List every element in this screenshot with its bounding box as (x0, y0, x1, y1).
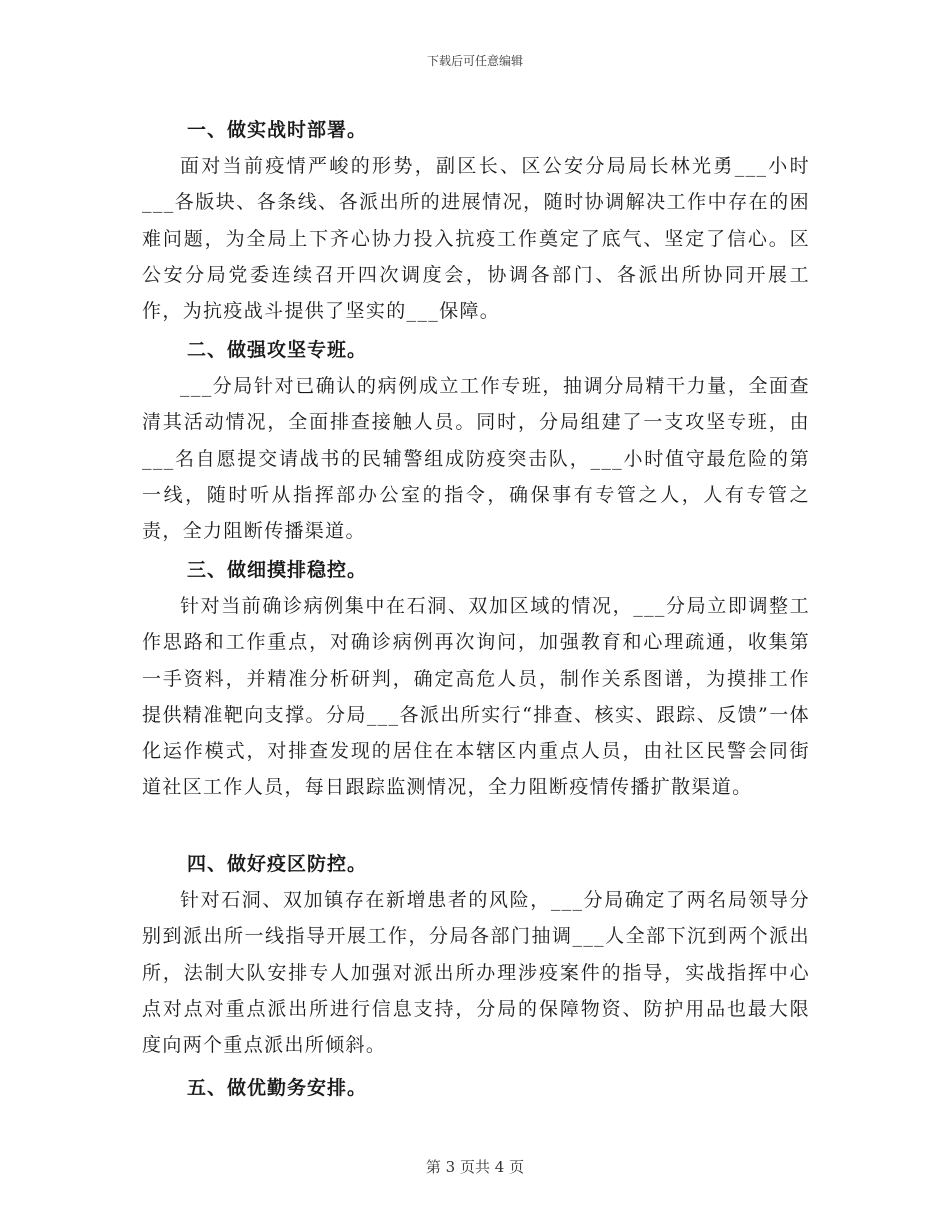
section-heading-4: 四、做好疫区防控。 (187, 853, 368, 875)
page-footer: 第 3 页共 4 页 (425, 1158, 525, 1176)
section-heading-3: 三、做细摸排稳控。 (187, 559, 368, 581)
section-paragraph-2: ___分局针对已确认的病例成立工作专班，抽调分局精干力量，全面查清其活动情况，全面排查接触人员。同时，分局组建了一支攻坚专班，由___名自愿提交请战书的民辅警组成防疫突击队，___小时值守最危险的第一线，随时听从指挥部办公室的指令，确保事有专管之人，人有专管之责，全力阻断传播渠道。 (142, 375, 810, 543)
section-paragraph-4: 针对石洞、双加镇存在新增患者的风险，___分局确定了两名局领导分别到派出所一线指导开展工作，分局各部门抽调___人全部下沉到两个派出所，法制大队安排专人加强对派出所办理涉疫案件的指导，实战指挥中心点对点对重点派出所进行信息支持，分局的保障物资、防护用品也最大限度向两个重点派出所倾斜。 (142, 889, 810, 1057)
section-heading-5: 五、做优勤务安排。 (187, 1077, 368, 1099)
page-header: 下载后可任意编辑 (426, 54, 523, 68)
section-heading-1: 一、做实战时部署。 (187, 119, 368, 141)
section-paragraph-1: 面对当前疫情严峻的形势，副区长、区公安分局局长林光勇___小时___各版块、各条线、各派出所的进展情况，随时协调解决工作中存在的困难问题，为全局上下齐心协力投入抗疫工作奠定了底气、坚定了信心。区公安分局党委连续召开四次调度会，协调各部门、各派出所协同开展工作，为抗疫战斗提供了坚实的___保障。 (142, 155, 810, 323)
document-body (142, 112, 810, 1106)
section-heading-2: 二、做强攻坚专班。 (187, 339, 368, 361)
section-paragraph-3: 针对当前确诊病例集中在石洞、双加区域的情况，___分局立即调整工作思路和工作重点，对确诊病例再次询问，加强教育和心理疏通，收集第一手资料，并精准分析研判，确定高危人员，制作关系图谱，为摸排工作提供精准靶向支撑。分局___各派出所实行“排查、核实、跟踪、反馈”一体化运作模式，对排查发现的居住在本辖区内重点人员，由社区民警会同街道社区工作人员，每日跟踪监测情况，全力阻断疫情传播扩散渠道。 (142, 595, 810, 799)
